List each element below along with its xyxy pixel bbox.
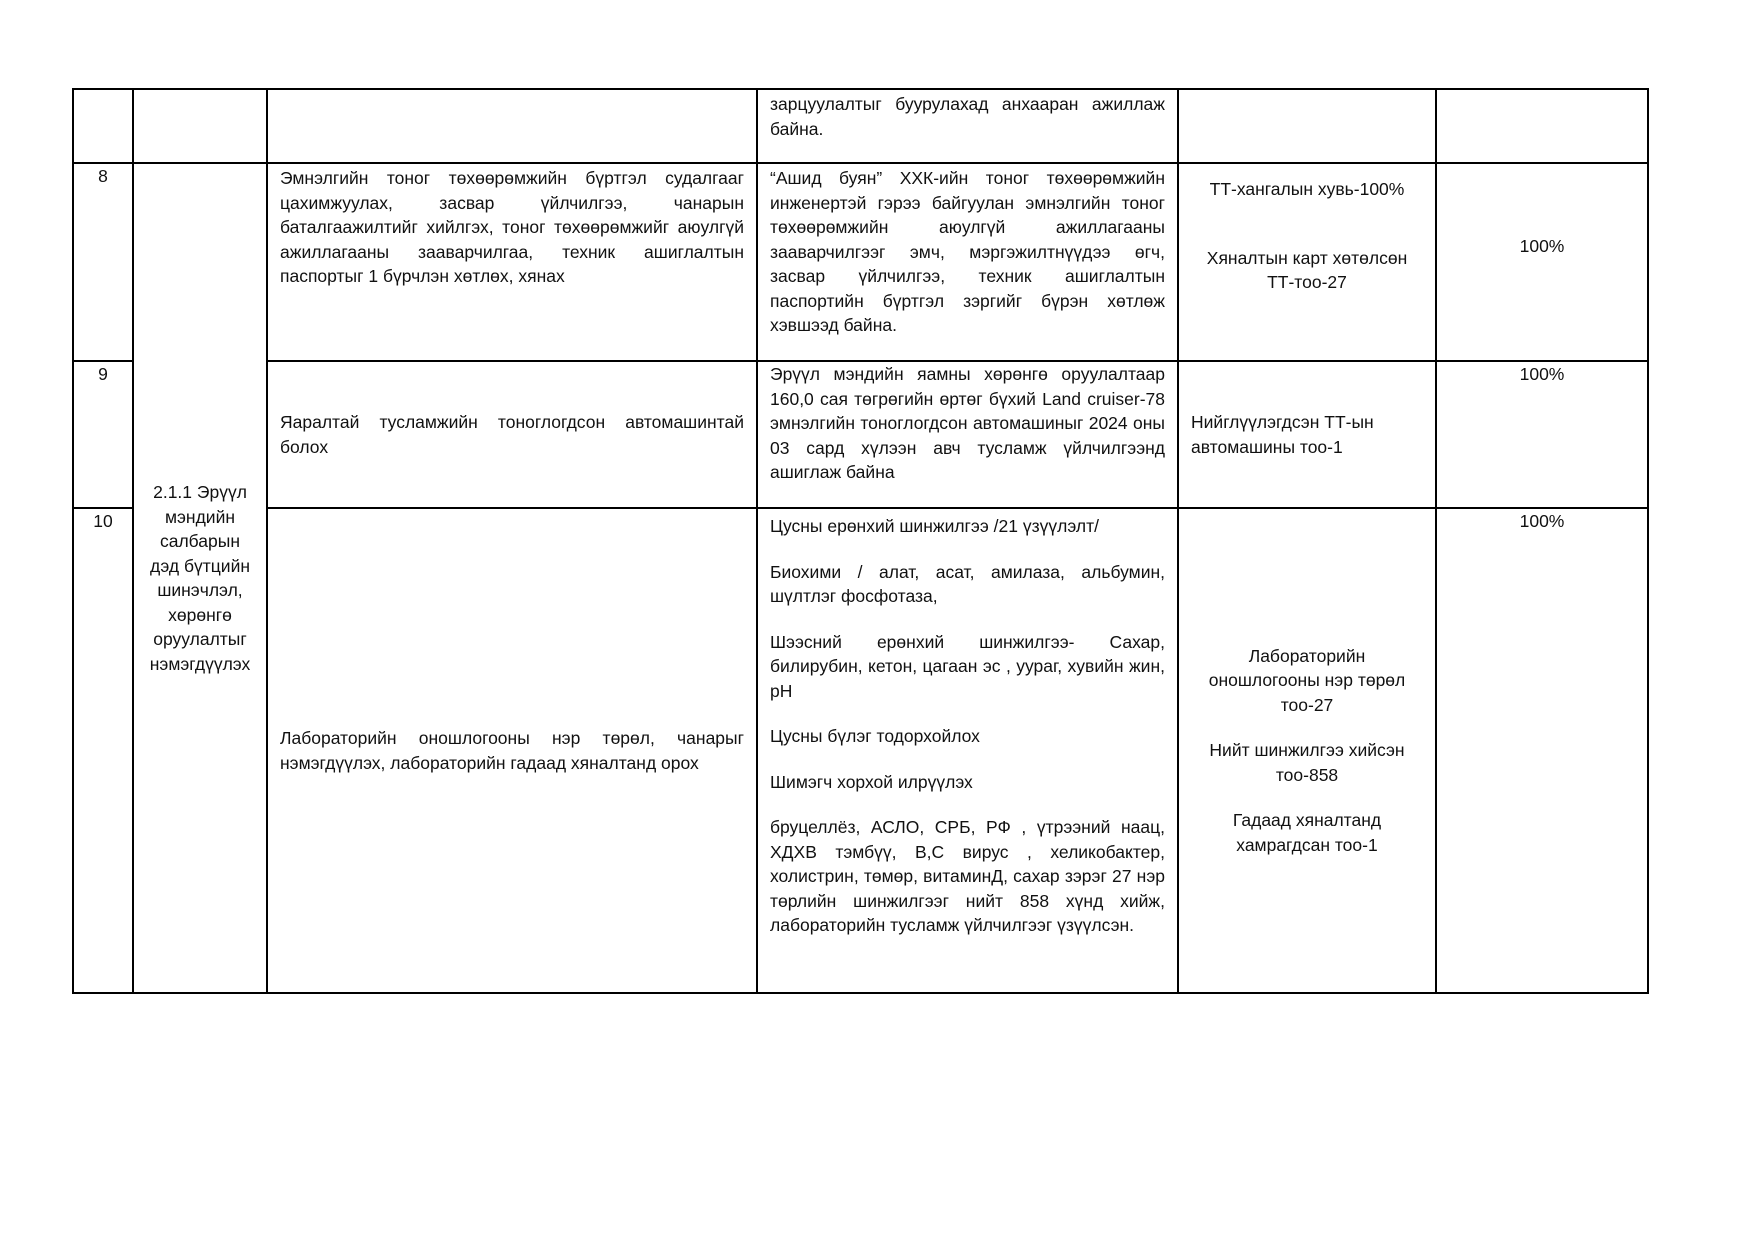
indicator-text: Лабораторийн оношлогооны нэр төрөл тоо-27 (1208, 645, 1406, 715)
goal-cell: 2.1.1 Эрүүл мэндийн салбарын дэд бүтцийн шинэчлэл, хөрөнгө оруулалтыг нэмэгдүүлэх (133, 163, 267, 993)
indicator-cell (1178, 163, 1436, 361)
table-row (73, 361, 1648, 508)
result-cell (757, 163, 1178, 361)
row-number: 9 (73, 361, 133, 508)
activity-cell (267, 163, 757, 361)
activity-text: Яаралтай тусламжийн тоноглогдсон автомашинтай болох (280, 412, 744, 457)
result-text: “Ашид буян” ХХК-ийн тоног төхөөрөмжийн инженертэй гэрээ байгуулан эмнэлгийн тоног төхөөрөмжийн аюулгүй ажиллагааны зааварчилгээг эмч, мэргэжилтнүүдээ өгч, засвар үйлчилгээ, техник ашиглалтын паспортийн бүртгэл зэргийг бүрэн хөтлөж хэвшээд байна. (770, 168, 1165, 335)
percent-cell: 100% (1436, 361, 1648, 508)
table-row (73, 163, 1648, 361)
indicator-cell (1178, 508, 1436, 993)
percent-cell: 100% (1436, 163, 1648, 361)
result-text: Эрүүл мэндийн яамны хөрөнгө оруулалтаар 160,0 сая төгрөгийн өртөг бүхий Land cruiser-78 эмнэлгийн тоноглогдсон автомашиныг 2024 оны 03 сард хүлээн авч тусламж үйлчилгээнд ашиглаж байна (770, 364, 1165, 482)
indicator-cell (1178, 89, 1436, 163)
activity-cell (267, 89, 757, 163)
indicator-text: Гадаад хяналтанд хамрагдсан тоо-1 (1232, 810, 1382, 855)
result-text: Цусны бүлэг тодорхойлох (770, 726, 980, 746)
activity-text: Эмнэлгийн тоног төхөөрөмжийн бүртгэл судалгааг цахимжуулах, засвар үйлчилгээ, чанарын баталгаажилтийг хийлгэх, тоног төхөөрөмжийг аюулгүй ажиллагааны зааварчилгаа, техник ашиглалтын паспортыг 1 бүрчлэн хөтлөх, хянах (280, 168, 744, 286)
table-row (73, 89, 1648, 163)
row-number: 10 (73, 508, 133, 993)
result-text: Цусны ерөнхий шинжилгээ /21 үзүүлэлт/ (770, 516, 1099, 536)
goal-cell-empty (133, 89, 267, 163)
activity-cell (267, 508, 757, 993)
result-text: Шимэгч хорхой илрүүлэх (770, 771, 973, 792)
activity-text: Лабораторийн оношлогооны нэр төрөл, чанарыг нэмэгдүүлэх, лабораторийн гадаад хяналтанд орох (280, 728, 744, 773)
indicator-text: Нийглүүлэгдсэн ТТ-ын автомашины тоо-1 (1191, 412, 1374, 457)
activity-cell (267, 361, 757, 508)
result-cell (757, 89, 1178, 163)
result-cell (757, 361, 1178, 508)
percent-cell (1436, 89, 1648, 163)
result-text: Шээсний ерөнхий шинжилгээ- Сахар, билирубин, кетон, цагаан эс , уураг, хувийн жин, pH (770, 631, 1165, 701)
indicator-cell (1178, 361, 1436, 508)
row-number (73, 89, 133, 163)
result-text: Биохими / алат, асат, амилаза, альбумин, шүлтлэг фосфотаза, (770, 561, 1165, 606)
result-cell (757, 508, 1178, 993)
activity-report-table (72, 88, 1649, 994)
indicator-text: ТТ-хангалын хувь-100% (1209, 179, 1405, 199)
result-text: бруцеллёз, АСЛО, СРБ, РФ , үтрээний наац, ХДХВ тэмбүү, В,С вирус , хеликобактер, холистрин, төмөр, витаминД, сахар зэрэг 27 нэр төрлийн шинжилгээг нийт 858 хүнд хийж, лабораторийн тусламж үйлчилгээг үзүүлсэн. (770, 817, 1165, 935)
indicator-text: Нийт шинжилгээ хийсэн тоо-858 (1209, 740, 1405, 785)
table-row (73, 508, 1648, 993)
result-text: зарцуулалтыг буурулахад анхааран ажиллаж байна. (770, 94, 1165, 139)
row-number: 8 (73, 163, 133, 361)
indicator-text: Хяналтын карт хөтөлсөн ТТ-тоо-27 (1206, 247, 1408, 292)
percent-cell: 100% (1436, 508, 1648, 993)
